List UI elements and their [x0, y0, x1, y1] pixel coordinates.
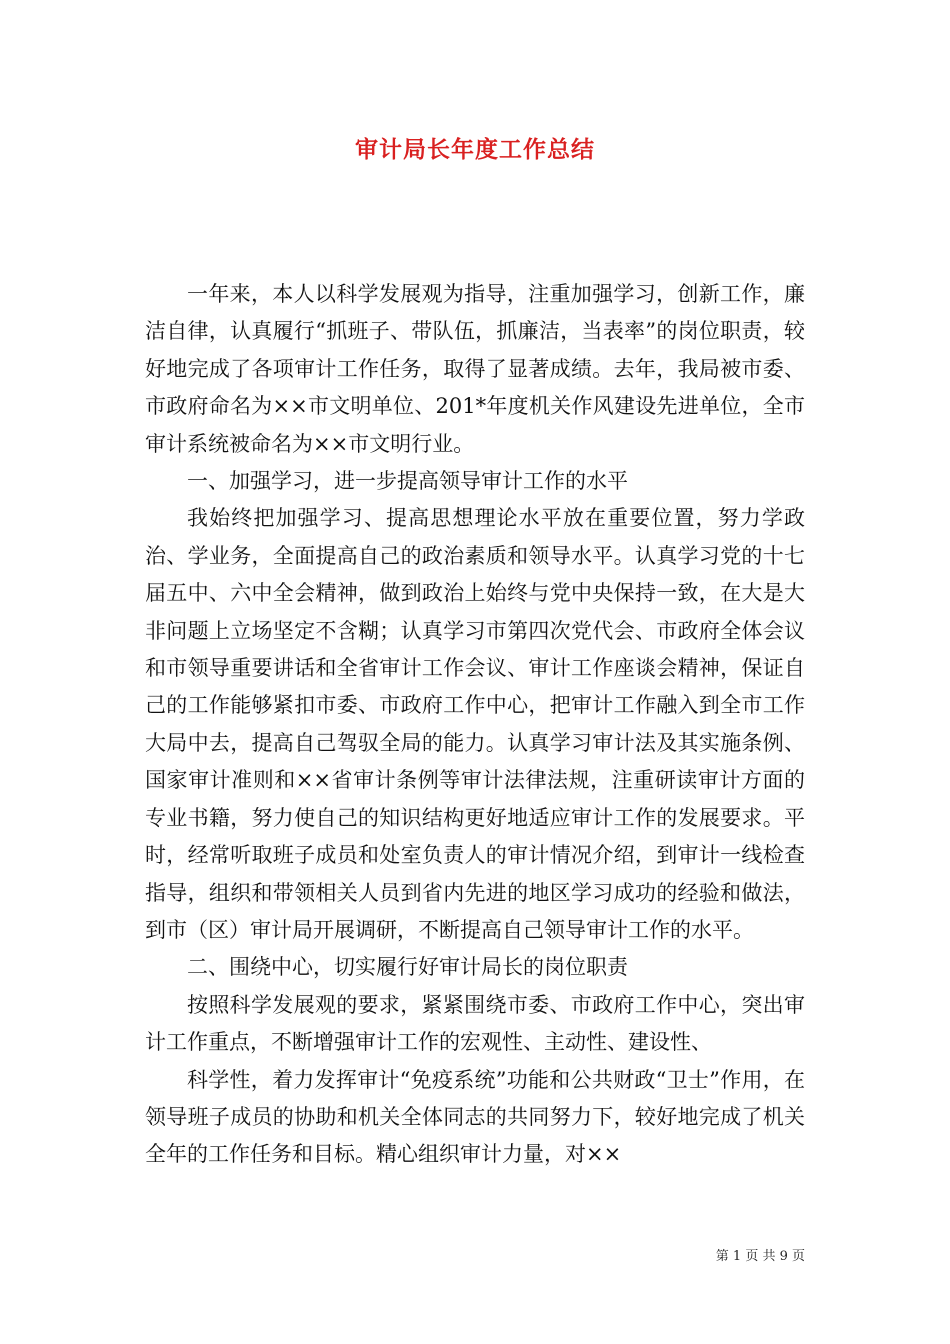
section-heading-2: 二、围绕中心，切实履行好审计局长的岗位职责	[187, 955, 628, 980]
paragraph-scientific: 科学性，着力发挥审计“免疫系统”功能和公共财政“卫士”作用，在领导班子成员的协助和机关全体同志的共同努力下，较好地完成了机关全年的工作任务和目标。精心组织审计力量，对××	[145, 1067, 805, 1167]
paragraph-study: 我始终把加强学习、提高思想理论水平放在重要位置，努力学政治、学业务，全面提高自己的政治素质和领导水平。认真学习党的十七届五中、六中全会精神，做到政治上始终与党中央保持一致，在大是大非问题上立场坚定不含糊；认真学习市第四次党代会、市政府全体会议和市领导重要讲话和全省审计工作会议、审计工作座谈会精神，保证自己的工作能够紧扣市委、市政府工作中心，把审计工作融入到全市工作大局中去，提高自己驾驭全局的能力。认真学习审计法及其实施条例、国家审计准则和××省审计条例等审计法律法规，注重研读审计方面的专业书籍，努力使自己的知识结构更好地适应审计工作的发展要求。平时，经常听取班子成员和处室负责人的审计情况介绍，到审计一线检查指导，组织和带领相关人员到省内先进的地区学习成功的经验和做法，到市（区）审计局开展调研，不断提高自己领导审计工作的水平。	[145, 506, 805, 942]
section-heading-1: 一、加强学习，进一步提高领导审计工作的水平	[187, 469, 628, 494]
document-title: 审计局长年度工作总结	[355, 137, 595, 163]
page-number: 第 1 页 共 9 页	[715, 1249, 805, 1264]
paragraph-intro: 一年来，本人以科学发展观为指导，注重加强学习，创新工作，廉洁自律，认真履行“抓班子、带队伍，抓廉洁，当表率”的岗位职责，较好地完成了各项审计工作任务，取得了显著成绩。去年，我局被市委、市政府命名为××市文明单位、201*年度机关作风建设先进单位，全市审计系统被命名为××市文明行业。	[145, 282, 805, 456]
paragraph-center: 按照科学发展观的要求，紧紧围绕市委、市政府工作中心，突出审计工作重点，不断增强审计工作的宏观性、主动性、建设性、	[145, 992, 805, 1055]
document-body	[145, 276, 805, 1174]
